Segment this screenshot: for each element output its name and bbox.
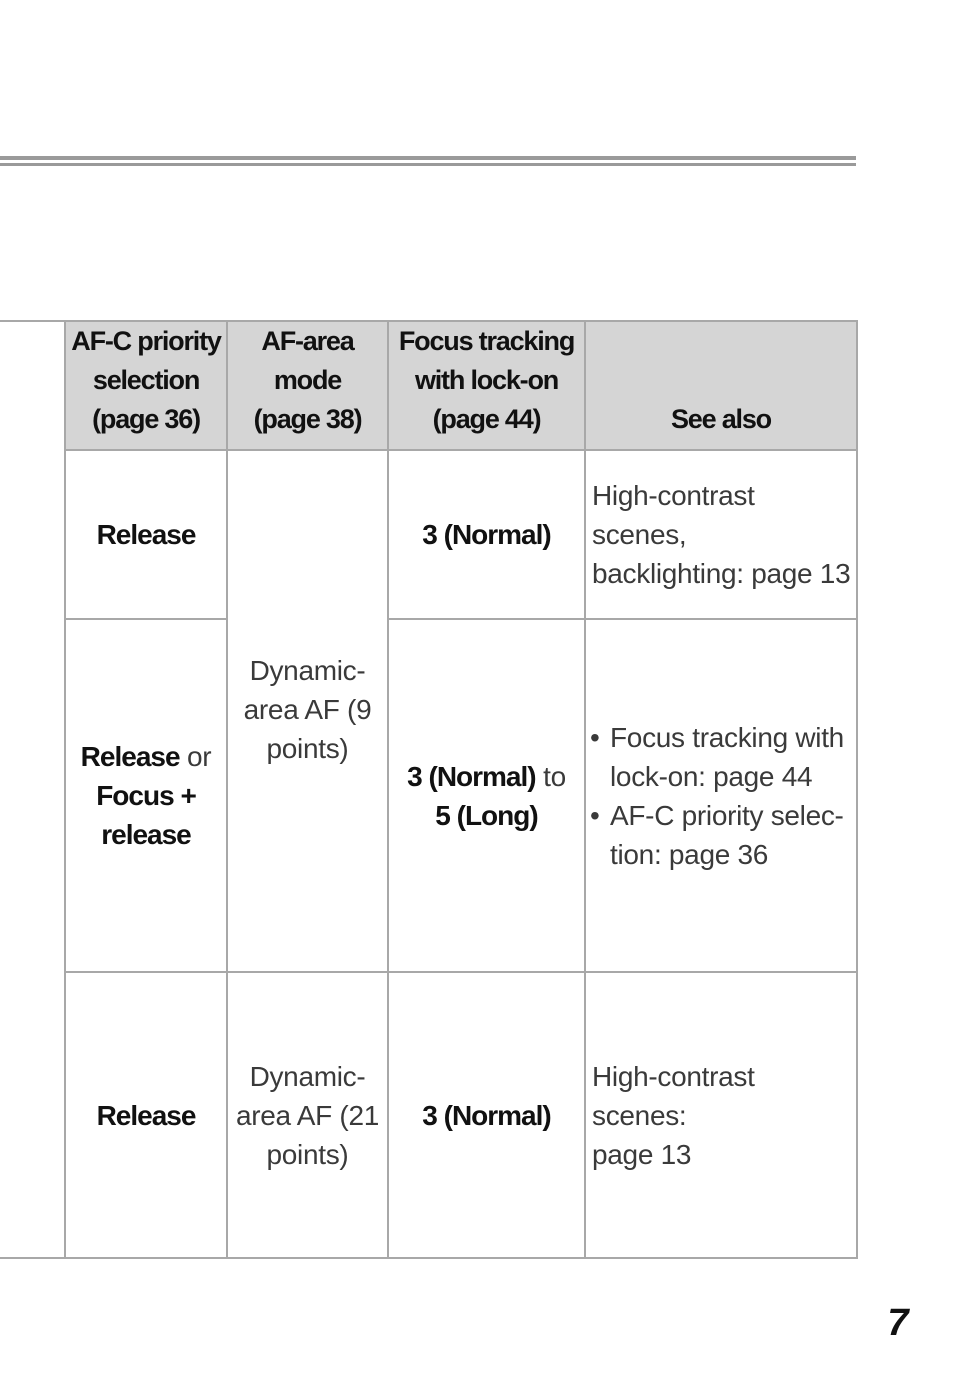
row1-tracking: 3 (Normal): [422, 519, 551, 550]
col-line-4: [856, 320, 858, 1259]
header-af-c-priority: AF-C priority selection (page 36): [71, 326, 221, 434]
header-af-area-mode: AF-area mode (page 38): [253, 326, 362, 434]
list-item: • Focus tracking with lock-on: page 44: [590, 721, 844, 792]
table-border-bottom: [0, 1257, 858, 1259]
row2-priority: Release or Focus + release: [80, 741, 212, 850]
header-focus-tracking: Focus tracking with lock-on (page 44): [398, 326, 575, 434]
row3-area-mode: Dynamic- area AF (21 points): [235, 1060, 379, 1170]
row2-tracking: 3 (Normal) to 5 (Long): [407, 760, 566, 831]
row3-see-also: High-contrast scenes: page 13: [592, 1060, 755, 1170]
row3-priority: Release: [96, 1099, 196, 1131]
page-number: 7: [887, 1302, 909, 1344]
list-item: • AF-C priority selec- tion: page 36: [590, 799, 844, 870]
row1-priority: Release: [96, 519, 196, 550]
row3-tracking: 3 (Normal): [422, 1099, 551, 1131]
row2-see-also: [586, 620, 856, 971]
see-also-list: [590, 718, 844, 874]
row1-see-also: High-contrast scenes, backlighting: page 13: [592, 480, 851, 589]
merged-area-mode: Dynamic- area AF (9 points): [243, 655, 372, 764]
header-see-also: See also: [671, 404, 771, 434]
top-rule: [0, 156, 856, 166]
